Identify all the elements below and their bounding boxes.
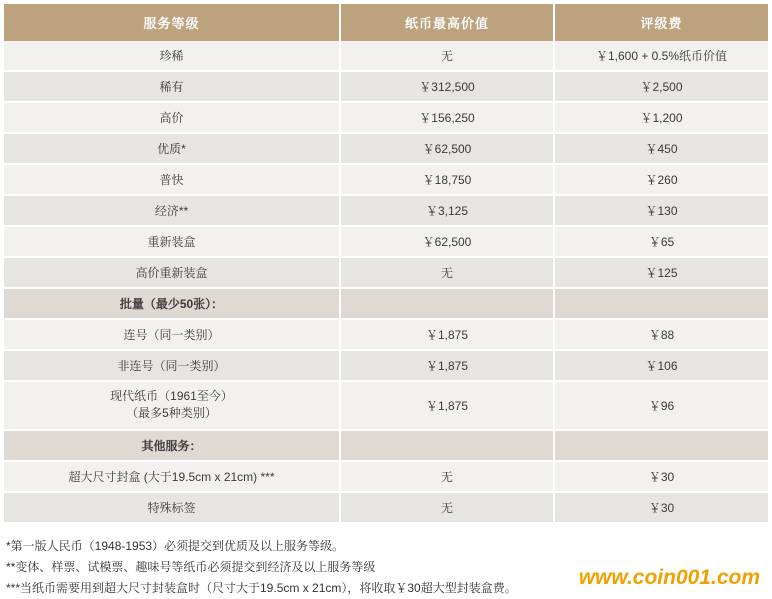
cell-max-value: ￥62,500 [340, 226, 554, 257]
cell-fee: ￥125 [554, 257, 768, 288]
pricing-page [0, 4, 772, 599]
cell-max-value: ￥62,500 [340, 133, 554, 164]
section-title-bulk: 批量（最少50张）： [4, 288, 340, 319]
cell-fee: ￥65 [554, 226, 768, 257]
cell-service-level: 高价重新装盒 [4, 257, 340, 288]
footnotes [6, 536, 766, 599]
cell-service-level [4, 381, 340, 430]
cell-service-level: 重新装盒 [4, 226, 340, 257]
cell-service-level: 普快 [4, 164, 340, 195]
cell-fee: ￥96 [554, 381, 768, 430]
table-row [4, 164, 768, 195]
footnote-1: *第一版人民币（1948-1953）必须提交到优质及以上服务等级。 [6, 538, 345, 553]
cell-max-value: 无 [340, 461, 554, 492]
table-row [4, 195, 768, 226]
cell-max-value: ￥1,875 [340, 381, 554, 430]
column-header-grading-fee: 评级费 [554, 4, 768, 41]
table-row [4, 226, 768, 257]
table-section-row [4, 288, 768, 319]
cell-fee: ￥260 [554, 164, 768, 195]
table-row [4, 102, 768, 133]
column-header-max-value: 纸币最高价值 [340, 4, 554, 41]
table-body [4, 41, 768, 523]
cell-max-value: ￥156,250 [340, 102, 554, 133]
cell-max-value: ￥3,125 [340, 195, 554, 226]
cell-service-level: 稀有 [4, 71, 340, 102]
section-blank-cell [554, 288, 768, 319]
cell-service-level: 非连号（同一类别） [4, 350, 340, 381]
cell-line-2: （最多5种类别） [126, 406, 217, 421]
table-row [4, 71, 768, 102]
table-row [4, 381, 768, 430]
table-row [4, 461, 768, 492]
cell-service-level: 连号（同一类别） [4, 319, 340, 350]
cell-fee: ￥88 [554, 319, 768, 350]
cell-service-level: 高价 [4, 102, 340, 133]
cell-fee: ￥30 [554, 461, 768, 492]
table-row [4, 319, 768, 350]
cell-fee: ￥2,500 [554, 71, 768, 102]
footnote-3: ***当纸币需要用到超大尺寸封装盒时（尺寸大于19.5cm x 21cm），将收取￥30超大型封装盒费。 [6, 580, 517, 595]
cell-max-value: 无 [340, 492, 554, 523]
column-header-service-level: 服务等级 [4, 4, 340, 41]
table-section-row [4, 430, 768, 461]
section-blank-cell [340, 288, 554, 319]
table-row [4, 492, 768, 523]
cell-service-level: 经济** [4, 195, 340, 226]
table-row [4, 350, 768, 381]
cell-max-value: ￥1,875 [340, 350, 554, 381]
cell-max-value: ￥18,750 [340, 164, 554, 195]
cell-fee: ￥1,200 [554, 102, 768, 133]
cell-fee: ￥30 [554, 492, 768, 523]
grading-fee-table [4, 4, 768, 524]
cell-fee: ￥106 [554, 350, 768, 381]
table-header-row [4, 4, 768, 41]
cell-fee: ￥1,600 + 0.5%纸币价值 [554, 41, 768, 71]
cell-max-value: 无 [340, 257, 554, 288]
site-watermark: www.coin001.com [578, 566, 760, 590]
footnote-2: **变体、样票、试模票、趣味号等纸币必须提交到经济及以上服务等级 [6, 559, 376, 574]
cell-service-level: 珍稀 [4, 41, 340, 71]
cell-max-value: ￥312,500 [340, 71, 554, 102]
section-blank-cell [554, 430, 768, 461]
table-row [4, 133, 768, 164]
table-row [4, 257, 768, 288]
section-blank-cell [340, 430, 554, 461]
cell-max-value: ￥1,875 [340, 319, 554, 350]
cell-max-value: 无 [340, 41, 554, 71]
cell-fee: ￥450 [554, 133, 768, 164]
cell-fee: ￥130 [554, 195, 768, 226]
cell-service-level: 优质* [4, 133, 340, 164]
cell-service-level: 超大尺寸封盒 (大于19.5cm x 21cm) *** [4, 461, 340, 492]
table-row [4, 41, 768, 71]
cell-service-level: 特殊标签 [4, 492, 340, 523]
section-title-other-services: 其他服务： [4, 430, 340, 461]
cell-line-1: 现代纸币（1961至今） [110, 389, 233, 403]
